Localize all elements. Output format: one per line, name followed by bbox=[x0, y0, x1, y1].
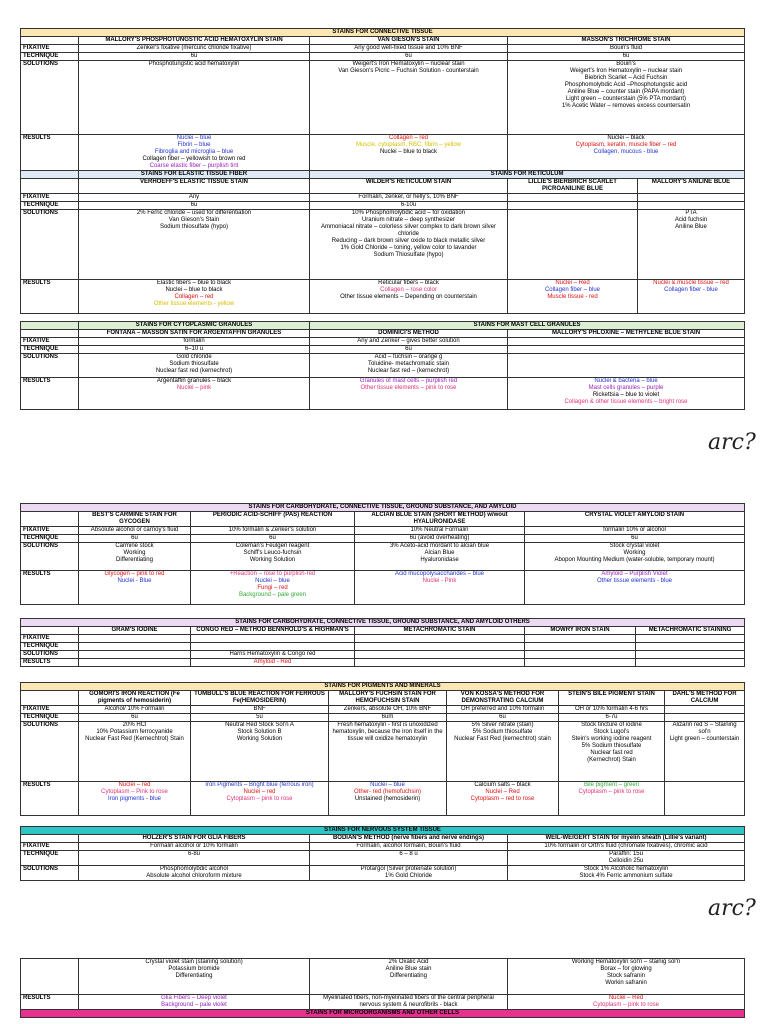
col-header: MOWRY IRON STAIN bbox=[525, 627, 636, 635]
nervous-continuation-table: Crystal violet stain (staining solution) Potassium bromide Differentiating 2% Oxalic Acid Aniline Blue stain Differentiating Working Hematoxylin sol'n – stainig sol'n Borax – for glowing Stock safranin Workin safranin RESULTS Glia Fibers – Deep violet Background – pale violet Myelinated fibers, non-myelinated fibers of the central peripheral nervous system & neurofibrils - black Nuclei – Red Cytoplasm – pink to rose STAINS FOR MICROORGANISMS AND OTHER CELLS bbox=[20, 958, 744, 1018]
handwritten-note: arc? bbox=[708, 896, 756, 921]
col-header: ALCIAN BLUE STAIN (SHORT METHOD) w/wout HYALURONIDASE bbox=[355, 512, 525, 527]
handwritten-note: arc? bbox=[708, 430, 756, 455]
col-header: VON KOSSA'S METHOD FOR DEMONSTRATING CALCIUM bbox=[447, 691, 559, 706]
col-header: HOLZER'S STAIN FOR GLIA FIBERS bbox=[79, 835, 310, 843]
col-header: DOMINICI'S METHOD bbox=[310, 330, 508, 338]
col-header: GOMORI'S IRON REACTION (Fe pigments of hemosiderin) bbox=[79, 691, 191, 706]
col-header: MASSON'S TRICHROME STAIN bbox=[508, 37, 745, 45]
col-header: LILLIE'S BIERBRICH SCARLET PICROANILINE BLUE bbox=[508, 179, 638, 194]
col-header: CRYSTAL VIOLET AMYLOID STAIN bbox=[525, 512, 745, 527]
col-header: MALLORY'S PHOSPHOTUNGSTIC ACID HEMATOXYLIN STAIN bbox=[79, 37, 310, 45]
nervous-system-table: STAINS FOR NERVOUS SYSTEM TISSUE HOLZER'S STAIN FOR GLIA FIBERS BODIAN'S METHOD (nerve fibers and nerve endings) WEIL-WEIGERT STAIN for myelin sheath (Lillie's variant) FIXATIVE Formalin alcohol or 10% formalin Formalin, alcohol formalin, Bouin's fluid 10% formalin or Orth's fluid (chromate fixatives), chromic acid TECHNIQUE 6-8u 6 – 8 u Paraffin: 15u Celloidin 25u SOLUTIONS Phosphomolybdic alcohol Absolute alcohol chloroform mixture Protargol (Silver proteinate solution) 1% Gold Chloride Stock 1% Alcoholic hematoxylin Stock 4% Ferric ammonium sulfate bbox=[20, 826, 744, 881]
section-band: STAINS FOR ELASTIC TISSUE FIBER bbox=[79, 171, 310, 179]
col-header: PERIODIC ACID-SCHIFF (PAS) REACTION bbox=[191, 512, 355, 527]
col-header: BODIAN'S METHOD (nerve fibers and nerve endings) bbox=[310, 835, 508, 843]
section-band: STAINS FOR CARBOHYDRATE, CONNECTIVE TISSUE, GROUND SUBSTANCE, AND AMYLOID bbox=[21, 504, 745, 512]
section-band: STAINS FOR CYTOPLASMIC GRANULES bbox=[79, 322, 310, 330]
carbohydrate-table: STAINS FOR CARBOHYDRATE, CONNECTIVE TISSUE, GROUND SUBSTANCE, AND AMYLOID BEST'S CARMINE STAIN FOR GYCOGEN PERIODIC ACID-SCHIFF (PAS) REACTION ALCIAN BLUE STAIN (SHORT METHOD) w/wout HYALURONIDASE CRYSTAL VIOLET AMYLOID STAIN FIXATIVE Absolute alcohol or carnoy's fluid 10% formalin & Zenker's solution 10% Neutral Formalin formalin 10% or alcohol TECHNIQUE 6u 6u 6u (avoid overheating) 6u SOLUTIONS Carmine stock Working Differentiating Coleman's Feulgen reagent Schiff's Leuco-fuchsin Working Solution 3% Aceto-acid mordant to alcian blue Alcian Blue Hyaluronidase Stock crystal violet Working Abopon Mounting Medium (water-soluble, temporary mount) RESULTS Glycogen – pink to red Nuclei - Blue +Reaction – rose to purplish-red Nuclei – blue Fungi – red Background – pale green Acid mucopolysaccharides – blue Nuclei - Pink Amyloid – Purplish Violet Other tissue elements - blue bbox=[20, 503, 744, 605]
elastic-reticulum-table: STAINS FOR ELASTIC TISSUE FIBER STAINS FOR RETICULUM VERHOEFF'S ELASTIC TISSUE STAIN WILDER'S RETICULUM STAIN LILLIE'S BIERBRICH SCARLET PICROANILINE BLUE MALLORY'S ANILINE BLUE FIXATIVE Any Formalin, zenker, or helly's, 10% BNF TECHNIQUE 6u 6-10u SOLUTIONS 2% Ferric chloride – used for differentiation Van Gieson's Stain Sodium thiosulfate (hypo) 10% Phosphomolybdic acid – for oxidation Uranium nitrate – deep synthesizer Ammoniacal nitrate – colorless silver complex to dark brown silver chloride Reducing – dark brown silver oxide to black metallic silver 1% Gold Chloride – toning, yellow color to lavander Sodium Thiosulfate (hypo) PTA Acid fuchsin Aniline Blue RESULTS Elastic fibers – blue to black Nuclei – blue to black Collagen – red Other tissue elements - yellow Reticular fibers – black Collagen – rose color Other tissue elements – Depending on counterstain Nuclei – Red Collagen fiber – blue Muscle tissue - red Nuclei & muscle tissue – red Collagen fiber - blue bbox=[20, 170, 744, 314]
section-band: STAINS FOR MICROORGANISMS AND OTHER CELLS bbox=[21, 1010, 745, 1018]
col-header: MALLORY'S PHLOXINE – METHYLENE BLUE STAIN bbox=[508, 330, 745, 338]
col-header: WEIL-WEIGERT STAIN for myelin sheath (Lillie's variant) bbox=[508, 835, 745, 843]
section-band: STAINS FOR MAST CELL GRANULES bbox=[310, 322, 745, 330]
col-header: VERHOEFF'S ELASTIC TISSUE STAIN bbox=[79, 179, 310, 194]
col-header: VAN GIESON'S STAIN bbox=[310, 37, 508, 45]
section-band: STAINS FOR NERVOUS SYSTEM TISSUE bbox=[21, 827, 745, 835]
cytoplasmic-mast-table: STAINS FOR CYTOPLASMIC GRANULES STAINS FOR MAST CELL GRANULES FONTANA – MASSON SATIN FOR ARGENTAFFIN GRANULES DOMINICI'S METHOD MALLORY'S PHLOXINE – METHYLENE BLUE STAIN FIXATIVE formalin Any and Zenker – gives better solution TECHNIQUE 6–10 u 6u SOLUTIONS Gold chloride Sodium thiosulfate Nuclear fast red (kernechrot) Acid – fuchsin – orange g Toluidine- metachromatic stain Nuclear fast red – (kernechrot) RESULTS Argentaffin granules – black Nuclei – pink Granules of mast cells – purplish red Other tissue elements – pink to rose Nuclei & bacteria – blue Mast cells granules – purple Rickettsia – blue to violet Collagen & other tissue elements – bright rose bbox=[20, 321, 744, 410]
section-band: STAINS FOR RETICULUM bbox=[310, 171, 745, 179]
carbohydrate-others-table: STAINS FOR CARBOHYDRATE, CONNECTIVE TISSUE, GROUND SUBSTANCE, AND AMYLOID OTHERS GRAM'S IODINE CONGO RED – METHOD BENNHOLD'S & HIGHMAN'S METACHROMATIC STAIN MOWRY IRON STAIN METACHROMATIC STAINING FIXATIVE TECHNIQUE SOLUTIONS Harris Hematoxylin & Congo red RESULTS Amyloid - Red bbox=[20, 618, 744, 667]
col-header: MALLORY'S ANILINE BLUE bbox=[638, 179, 745, 194]
section-band bbox=[21, 171, 79, 179]
section-band: STAINS FOR CARBOHYDRATE, CONNECTIVE TISSUE, GROUND SUBSTANCE, AND AMYLOID OTHERS bbox=[21, 619, 745, 627]
col-header: GRAM'S IODINE bbox=[79, 627, 191, 635]
section-band bbox=[21, 322, 79, 330]
col-header: CONGO RED – METHOD BENNHOLD'S & HIGHMAN'S bbox=[191, 627, 355, 635]
pigments-minerals-table: STAINS FOR PIGMENTS AND MINERALS GOMORI'S IRON REACTION (Fe pigments of hemosiderin) TUMBULL'S BLUE REACTION FOR FERROUS Fe(HEMOSIDERIN) MALLORY'S FUCHSIN STAIN FOR HEMOFUCHSIN STAIN VON KOSSA'S METHOD FOR DEMONSTRATING CALCIUM STEIN'S BILE PIGMENT STAIN DAHL'S METHOD FOR CALCIUM FIXATIVE Alcohol/ 10% Formalin BNF Zenkers, absolute OH, 10% BNF OH preferred and 10% formalin OH or 10% formalin 4-6 hrs TECHNIQUE 6u 5u 6um 6u 6-7u SOLUTIONS 20% HCl 10% Potassium ferrocyanide Nuclear Fast Red (Kernechtrot) Stain Neutral Red Stock Sol'n A Stock Solution B Working Solution Fresh hematoxylin - first is unoxidized hematoxylin, because the iron itself in the tissue will oxidize hematoxylin 5% Silver nitrate (stain) 5% Sodium thiosulfate Nuclear Fast Red (kernechtrot) stain Stock tincture of iodine Stock Lugol's Stein's working iodine reagent 5% Sodium thiosulfate Nuclear fast red (Kernechrot) Stain Alizarin red S – Staining sol'n Light green – counterstain RESULTS Nuclei – red Cytoplasm – Pink to rose Iron pigments - blue Iron Pigments – Bright blue (ferrous iron) Nuclei – red Cytoplasm – pink to rose Nuclei – blue Other- red (hemofuchsin) Unstained (hemosiderin) Calcium salts – black Nuclei – Red Cytoplasm – red to rose Bile pigment – green Cytoplasm – pink to rose bbox=[20, 682, 744, 816]
col-header: MALLORY'S FUCHSIN STAIN FOR HEMOFUCHSIN STAIN bbox=[329, 691, 447, 706]
section-band: STAINS FOR CONNECTIVE TISSUE bbox=[21, 29, 745, 37]
col-header: BEST'S CARMINE STAIN FOR GYCOGEN bbox=[79, 512, 191, 527]
row-label-fixative: FIXATIVE bbox=[21, 45, 79, 53]
col-header: METACHROMATIC STAINING bbox=[636, 627, 745, 635]
col-header: METACHROMATIC STAIN bbox=[355, 627, 525, 635]
row-label-technique: TECHNIQUE bbox=[21, 53, 79, 61]
col-header: FONTANA – MASSON SATIN FOR ARGENTAFFIN GRANULES bbox=[79, 330, 310, 338]
col-header: WILDER'S RETICULUM STAIN bbox=[310, 179, 508, 194]
col-header: TUMBULL'S BLUE REACTION FOR FERROUS Fe(HEMOSIDERIN) bbox=[191, 691, 329, 706]
col-header: DAHL'S METHOD FOR CALCIUM bbox=[665, 691, 745, 706]
connective-tissue-table: STAINS FOR CONNECTIVE TISSUE MALLORY'S PHOSPHOTUNGSTIC ACID HEMATOXYLIN STAIN VAN GIESON'S STAIN MASSON'S TRICHROME STAIN FIXATIVE Zenker's fixative (mercuric chloride fixative) Any good well-fixed tissue and 10% BNF Bouin's fluid TECHNIQUE 6u 6u 6u SOLUTIONS Phosphotungstic acid hematoxylin Weigert's Iron Hematoxylin – nuclear stain Van Gieson's Picric – Fuchsin Solution - counterstain Bouin's Weigert's Iron Hematoxylin – nuclear stain Biebrich Scarlet – Acid Fuchsin Phosphomolybdic Acid –Phosphotungstic acid Aniline Blue – counter stain (PAPA mordant) Light green – counterstain (5% PTA mordant) 1% Acetic Water – removes excess countersatin RESULTS Nuclei – blue Fibrin – blue Fibroglia and microglia – blue Collagen fiber – yellowish to brown red Coarse elastic fiber – purplish tint Collagen – red Muscle, cytoplasm, RBC, fibrin – yellow Nuclei – blue to black Nuclei – black Cytoplasm, keratin, muscle fiber – red Collagen, mucous - blue bbox=[20, 28, 744, 175]
col-header: STEIN'S BILE PIGMENT STAIN bbox=[559, 691, 665, 706]
row-label-solutions: SOLUTIONS bbox=[21, 61, 79, 135]
section-band: STAINS FOR PIGMENTS AND MINERALS bbox=[21, 683, 745, 691]
row-label-results: RESULTS bbox=[21, 135, 79, 175]
